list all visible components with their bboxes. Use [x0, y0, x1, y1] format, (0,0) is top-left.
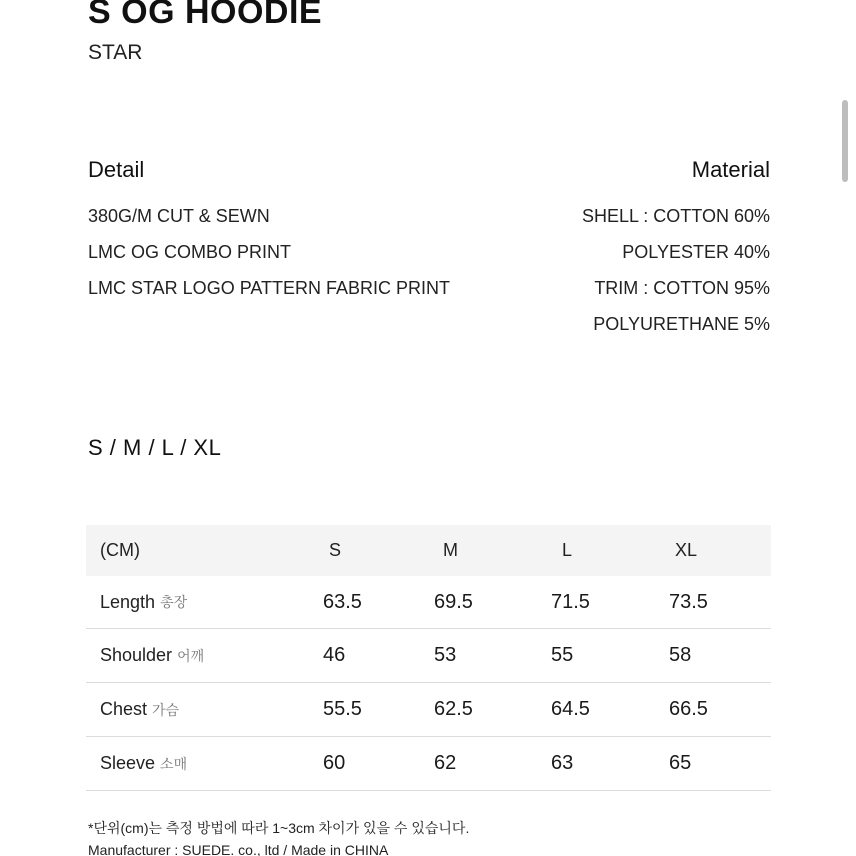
table-cell: 66.5 [669, 698, 708, 720]
table-cell: 73.5 [669, 590, 708, 613]
detail-line: LMC OG COMBO PRINT [88, 242, 292, 262]
row-label [100, 576, 187, 628]
column-header-s: S [329, 540, 342, 560]
measurement-footnote: *단위(cm)는 측정 방법에 따라 1~3cm 차이가 있을 수 있습니다. [88, 820, 470, 836]
column-header-m: M [443, 540, 458, 560]
table-row-chest [86, 683, 771, 737]
table-cell: 58 [669, 644, 692, 666]
row-label-en: Shoulder [100, 645, 173, 665]
size-table [86, 525, 771, 791]
row-label-en: Chest [100, 699, 148, 719]
detail-line: 380G/M CUT & SEWN [88, 206, 270, 226]
row-label [100, 737, 187, 790]
table-cell: 69.5 [434, 590, 473, 613]
table-cell: 53 [434, 644, 457, 666]
detail-line: LMC STAR LOGO PATTERN FABRIC PRINT [88, 278, 451, 298]
product-subtitle: STAR [88, 41, 143, 64]
row-label [100, 629, 204, 682]
table-cell: 60 [323, 752, 346, 774]
product-title: S OG HOODIE [88, 0, 323, 31]
table-cell: 55 [551, 644, 574, 666]
manufacturer-info: Manufacturer : SUEDE. co., ltd / Made in CHINA [88, 842, 389, 856]
material-heading: Material [691, 157, 770, 182]
row-label-ko: 소매 [160, 755, 188, 772]
table-row-sleeve [86, 737, 771, 791]
detail-heading: Detail [88, 157, 145, 182]
material-line: SHELL : COTTON 60% [581, 206, 770, 226]
row-label-ko: 총장 [160, 594, 188, 610]
table-cell: 62.5 [434, 698, 473, 720]
table-cell: 62 [434, 752, 457, 774]
table-header [86, 525, 771, 576]
table-cell: 65 [669, 752, 692, 774]
table-cell: 64.5 [551, 698, 590, 720]
table-cell: 63.5 [323, 590, 362, 613]
column-header-l: L [562, 540, 573, 560]
table-cell: 63 [551, 752, 574, 774]
table-row-shoulder [86, 629, 771, 683]
scrollbar[interactable] [842, 100, 848, 182]
material-line: POLYESTER 40% [622, 242, 770, 262]
material-line: TRIM : COTTON 95% [594, 278, 770, 298]
row-label-ko: 가슴 [152, 701, 180, 718]
table-cell: 71.5 [551, 590, 590, 613]
column-header-xl: XL [675, 540, 698, 560]
row-label-en: Length [100, 591, 156, 612]
unit-label: (CM) [100, 540, 140, 560]
row-label-ko: 어깨 [177, 647, 205, 664]
row-label-en: Sleeve [100, 753, 156, 773]
row-label [100, 683, 179, 736]
table-row-length [86, 576, 771, 629]
table-cell: 46 [323, 644, 346, 666]
detail-list [88, 198, 450, 306]
sizes-available: S / M / L / XL [88, 435, 222, 460]
material-line: POLYURETHANE 5% [593, 314, 770, 334]
material-list [582, 198, 770, 342]
table-cell: 55.5 [323, 698, 362, 720]
